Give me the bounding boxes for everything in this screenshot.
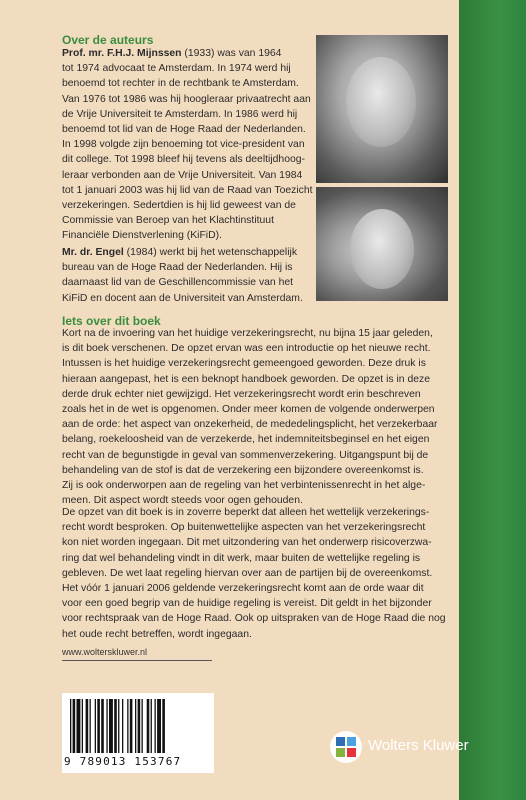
- text-line: Kort na de invoering van het huidige verzekeringsrecht, nu bijna 15 jaar geleden,: [62, 328, 433, 339]
- text-line: [62, 183, 313, 198]
- wolters-kluwer-logo-icon: [328, 729, 364, 765]
- text-line: [62, 92, 313, 107]
- publisher-logo: [328, 725, 518, 765]
- bio-text: tot 1974 advocaat te Amsterdam. In 1974 werd hij: [62, 63, 291, 75]
- text-line: [62, 291, 303, 306]
- bio-text: (1984) werkt bij het wetenschappelijk: [123, 247, 298, 258]
- text-line: het oude recht betreffen, wordt ingegaan.: [62, 628, 252, 640]
- text-line: behandeling van de stof is dat de verzekering een bijzondere overeenkomst is.: [62, 464, 424, 476]
- bio-text: daarnaast lid van de Geschillencommissie van het: [62, 277, 294, 289]
- bio-text: benoemd tot rechter in de rechtbank te Amsterdam.: [62, 78, 299, 90]
- text-line: [62, 122, 313, 137]
- text-line: is dit boek verschenen. De opzet ervan was een introductie op het nieuwe recht.: [62, 343, 431, 355]
- text-line: [62, 198, 313, 213]
- book-description-paragraph-1: [62, 326, 437, 508]
- text-line: [62, 61, 313, 76]
- text-line: ring dat wel behandeling vindt in dit werk, maar buiten de wettelijke regeling is: [62, 552, 421, 564]
- bio-text: Financiële Dienstverlening (KiFiD).: [62, 230, 222, 242]
- book-description-paragraph-2: [62, 505, 446, 642]
- section-heading-boek: Iets over dit boek: [62, 314, 161, 328]
- text-line: aan de orde: het aspect van onzekerheid, de mededelingsplicht, het verzekerbaar: [62, 419, 438, 431]
- author-name: Prof. mr. F.H.J. Mijnssen: [62, 48, 182, 59]
- text-line: voor rechtspraak van de Hoge Raad. Ook op uitspraken van de Hoge Raad die nog: [62, 613, 446, 625]
- barcode-bars: [70, 699, 206, 753]
- text-line: [62, 107, 313, 122]
- text-line: kon niet worden ingegaan. Dit met uitzondering van het onderwerp risicoverzwa-: [62, 537, 432, 549]
- bio-text: dit college. Tot 1998 bleef hij tevens als deeltijdhoog-: [62, 154, 305, 166]
- text-line: derde druk echter niet gewijzigd. Het verzekeringsrecht wordt erin beschreven: [62, 388, 421, 400]
- green-side-strip: [459, 0, 526, 800]
- bio-text: Van 1976 tot 1986 was hij hoogleraar privaatrecht aan: [62, 93, 311, 105]
- bio-text: KiFiD en docent aan de Universiteit van Amsterdam.: [62, 292, 303, 304]
- text-line: [62, 152, 313, 167]
- barcode: [62, 693, 214, 773]
- text-line: meen. Dit aspect wordt steeds voor ogen gehouden.: [62, 495, 303, 507]
- section-heading-auteurs: Over de auteurs: [62, 33, 154, 47]
- text-line: Intussen is het huidige verzekeringsrecht gemeengoed geworden. Deze druk is: [62, 358, 426, 370]
- author2-photo: [316, 187, 448, 301]
- publisher-url: www.wolterskluwer.nl: [62, 647, 148, 657]
- text-line: [62, 275, 303, 290]
- text-line: Zij is ook onderworpen aan de regeling van het verbintenissenrecht in het alge-: [62, 480, 426, 492]
- text-line: recht van de begunstigde in geval van sommenverzekering. Uitgangspunt bij de: [62, 449, 429, 461]
- text-line: [62, 245, 303, 260]
- author1-bio: [62, 46, 313, 244]
- bio-text: (1933) was van 1964: [181, 48, 282, 59]
- text-line: [62, 46, 313, 61]
- author-name: Mr. dr. Engel: [62, 247, 124, 258]
- text-line: [62, 228, 313, 243]
- bio-text: bureau van de Hoge Raad der Nederlanden. Hij is: [62, 262, 293, 274]
- text-line: [62, 213, 313, 228]
- text-line: [62, 137, 313, 152]
- isbn-digits: 9 789013 153767: [64, 755, 182, 768]
- text-line: Het vóór 1 januari 2006 geldende verzekeringsrecht komt aan de orde waar dit: [62, 583, 424, 595]
- text-line: De opzet van dit boek is in zoverre beperkt dat alleen het wettelijk verzekerings-: [62, 507, 430, 518]
- logo-wordmark: Wolters Kluwer: [368, 737, 469, 754]
- text-line: [62, 260, 303, 275]
- bio-text: In 1998 volgde zijn benoeming tot vice-president van: [62, 139, 305, 151]
- bio-text: verzekeringen. Sedertdien is hij lid geweest van de: [62, 200, 296, 212]
- author1-photo: [316, 35, 448, 183]
- bio-text: leraar verbonden aan de Vrije Universiteit. Van 1984: [62, 169, 303, 181]
- url-divider: [62, 660, 212, 661]
- bio-text: Commissie van Beroep van het Klachtinstituut: [62, 215, 274, 227]
- text-line: zoals het in de wet is opgenomen. Onder meer komen de volgende onderwerpen: [62, 404, 435, 416]
- text-line: [62, 168, 313, 183]
- bio-text: tot 1 januari 2003 was hij lid van de Raad van Toezicht: [62, 184, 313, 196]
- bio-text: de Vrije Universiteit te Amsterdam. In 1986 werd hij: [62, 108, 298, 120]
- text-line: gebleven. De wet laat regeling hiervan over aan de partijen bij de overeenkomst.: [62, 567, 433, 579]
- text-line: [62, 76, 313, 91]
- text-line: belang, roekeloosheid van de verzekerde, het indemniteitsbeginsel en het eigen: [62, 434, 430, 446]
- text-line: recht wordt besproken. Op buitenwettelijke aspecten van het verzekeringsrecht: [62, 522, 426, 534]
- text-line: hieraan aangepast, het is een beknopt handboek geworden. De opzet is in deze: [62, 373, 430, 385]
- text-line: voor een goed begrip van de huidige regeling is vereist. Dit geldt in het bijzonder: [62, 598, 432, 610]
- bio-text: benoemd tot lid van de Hoge Raad der Nederlanden.: [62, 124, 306, 136]
- author2-bio: [62, 245, 303, 306]
